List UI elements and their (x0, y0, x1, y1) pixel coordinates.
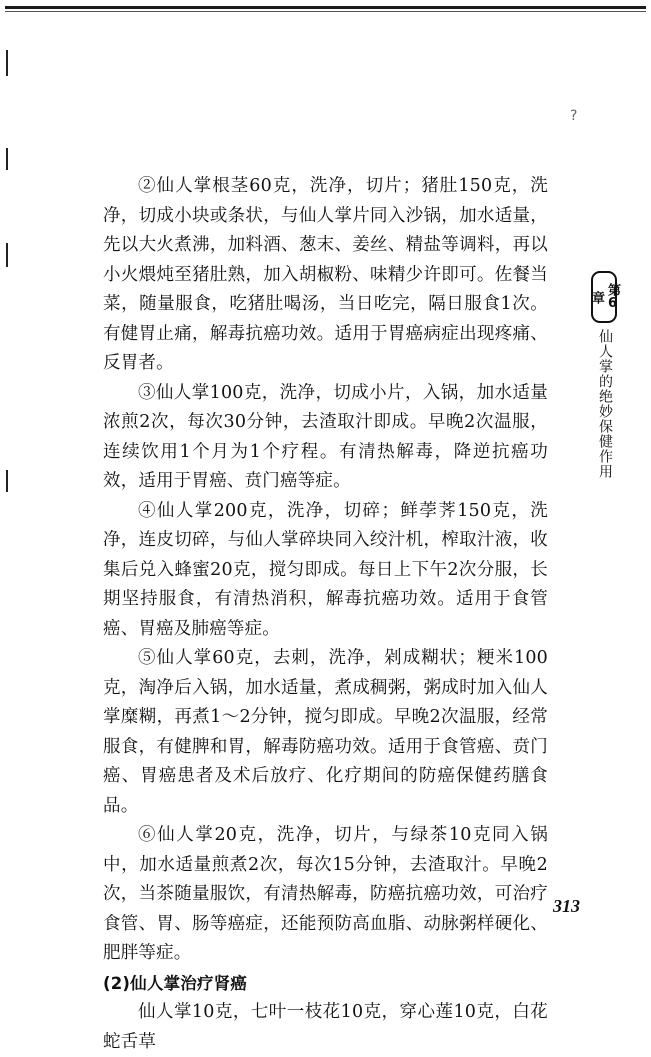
section-subheading: (2)仙人掌治疗肾癌 (103, 973, 248, 993)
top-rule (5, 6, 646, 9)
paragraph: ④仙人掌200克，洗净，切碎；鲜荸荠150克，洗净，连皮切碎，与仙人掌碎块同入绞汁机，榨取汁液，收集后兑入蜂蜜20克，搅匀即成。每日上下午2次分服，长期坚持服食，有清热消积，解毒抗癌功效。适用于食管癌、胃癌及肺癌等症。 (103, 500, 548, 639)
binding-margin-mark (6, 470, 8, 492)
chapter-title: 仙人掌的绝妙保健作用 (597, 329, 613, 479)
paragraph: ③仙人掌100克，洗净，切成小片，入锅，加水适量浓煎2次，每次30分钟，去渣取汁即成。早晚2次温服，连续饮用1个月为1个疗程。有清热解毒，降逆抗癌功效，适用于胃癌、贲门癌等症。 (103, 382, 548, 491)
binding-margin-mark (6, 243, 8, 267)
page-number: 313 (553, 896, 580, 916)
page-body (103, 172, 548, 1057)
binding-margin-mark (6, 50, 8, 76)
binding-margin-mark (6, 148, 8, 170)
corner-mark: ? (570, 108, 578, 124)
paragraph: ⑤仙人掌60克，去刺，洗净，剁成糊状；粳米100克，淘净后入锅，加水适量，煮成稠粥，粥成时加入仙人掌糜糊，再煮1～2分钟，搅匀即成。早晚2次温服，经常服食，有健脾和胃，解毒防癌功效。适用于食管癌、贲门癌、胃癌患者及术后放疗、化疗期间的防癌保健药膳食品。 (103, 648, 548, 816)
chapter-badge: 第6章 (591, 271, 617, 323)
paragraph: 仙人掌10克，七叶一枝花10克，穿心莲10克，白花蛇舌草 (103, 1002, 548, 1052)
top-rule-thin (5, 11, 646, 12)
paragraph: ②仙人掌根茎60克，洗净，切片；猪肚150克，洗净，切成小块或条状，与仙人掌片同入沙锅，加水适量，先以大火煮沸，加料酒、葱末、姜丝、精盐等调料，再以小火煨炖至猪肚熟，加入胡椒粉、味精少许即可。佐餐当菜，随量服食，吃猪肚喝汤，当日吃完，隔日服食1次。有健胃止痛，解毒抗癌功效。适用于胃癌病症出现疼痛、反胃者。 (103, 176, 548, 373)
paragraph: ⑥仙人掌20克，洗净，切片，与绿茶10克同入锅中，加水适量煎煮2次，每次15分钟，去渣取汁。早晚2次，当茶随量服饮，有清热解毒，防癌抗癌功效，可治疗食管、胃、肠等癌症，还能预防高血脂、动脉粥样硬化、肥胖等症。 (103, 825, 548, 963)
chapter-side-tab (588, 271, 622, 529)
